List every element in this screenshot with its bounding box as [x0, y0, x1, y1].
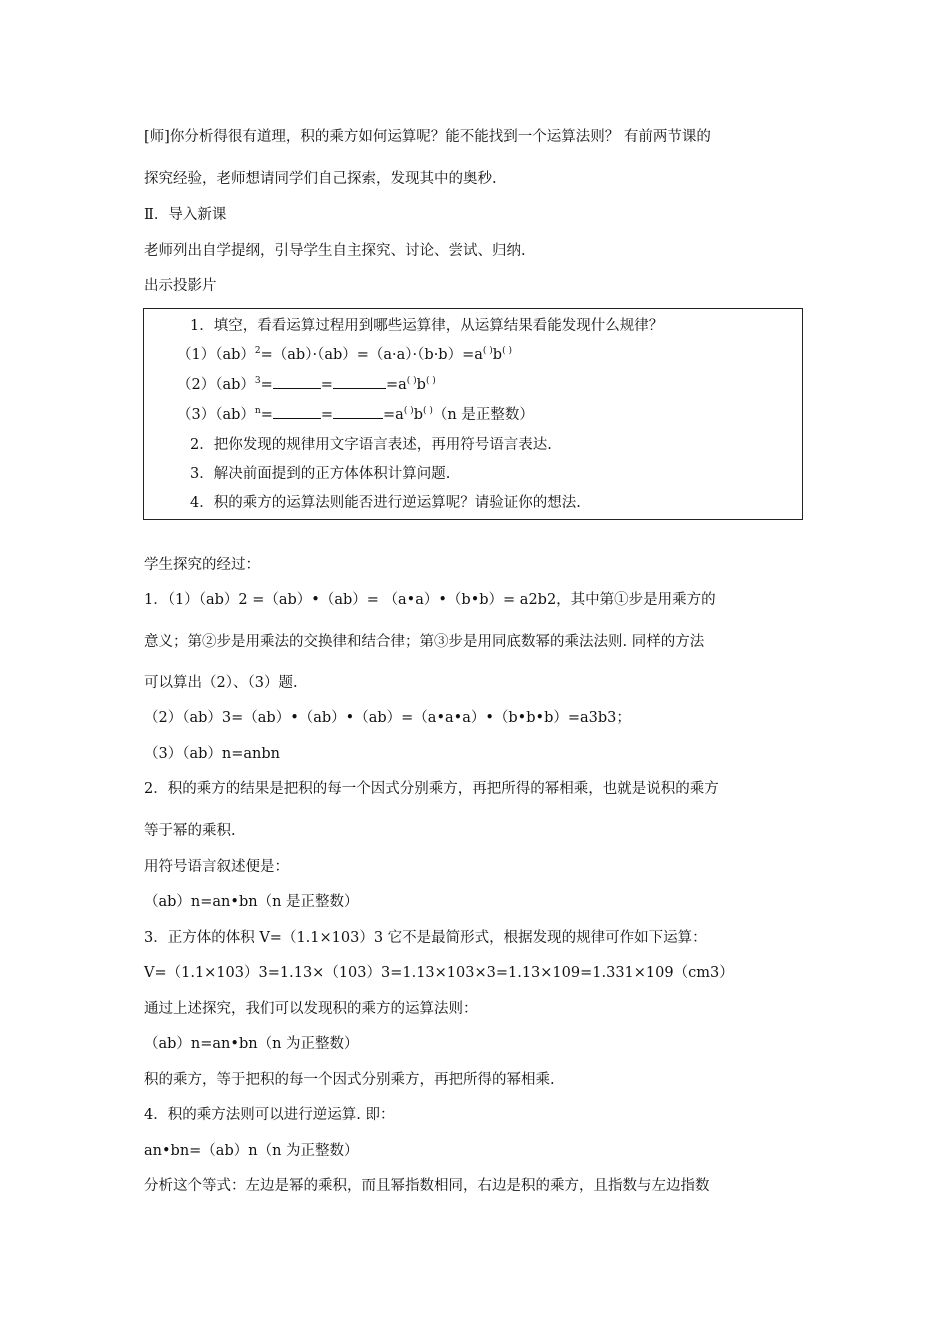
row2-eq2: =	[320, 377, 333, 393]
body-line-14: （ab）n=an•bn（n 为正整数）	[144, 1036, 359, 1052]
body-line-18: 分析这个等式：左边是幂的乘积，而且幂指数相同，右边是积的乘方，且指数与左边指数	[144, 1178, 710, 1194]
box-question-3: 3．解决前面提到的正方体体积计算问题.	[190, 466, 451, 482]
body-line-10: （ab）n=an•bn（n 是正整数）	[144, 894, 359, 910]
body-line-6: （3）（ab）n=anbn	[144, 746, 280, 762]
row3-eq: =	[260, 407, 273, 423]
section-heading: Ⅱ．导入新课	[144, 207, 227, 223]
body-line-2: 1．（1）（ab）2 =（ab）•（ab）= （a•a）•（b•b）= a2b2，其中第①步是用乘方的	[144, 592, 716, 608]
row2-eq3: =a	[385, 377, 407, 393]
body-line-16: 4．积的乘方法则可以进行逆运算. 即：	[144, 1107, 395, 1123]
body-line-13: 通过上述探究，我们可以发现积的乘方的运算法则：	[144, 1001, 478, 1017]
body-line-8: 等于幂的乘积.	[144, 823, 236, 839]
body-line-9: 用符号语言叙述便是：	[144, 859, 289, 875]
row2-blank-2[interactable]	[333, 375, 386, 389]
body-line-7: 2．积的乘方的结果是把积的每一个因式分别乘方，再把所得的幂相乘，也就是说积的乘方	[144, 781, 719, 797]
row1-sup-a: ( )	[482, 346, 493, 356]
row3-blank-1[interactable]	[273, 405, 321, 419]
box-question-1: 1．填空，看看运算过程用到哪些运算律，从运算结果看能发现什么规律？	[190, 318, 664, 334]
row1-sup-b: ( )	[502, 346, 512, 356]
body-line-15: 积的乘方，等于把积的每一个因式分别乘方，再把所得的幂相乘.	[144, 1072, 555, 1088]
row2-blank-1[interactable]	[273, 375, 321, 389]
row1-prefix: （1）（ab）	[177, 347, 255, 363]
row3-sup-a: ( )	[403, 406, 414, 416]
intro-paragraph-line-1: [师]你分析得很有道理，积的乘方如何运算呢？能不能找到一个运算法则？ 有前两节课的	[144, 129, 711, 145]
row2-sup-b: ( )	[425, 376, 436, 386]
row3-b: b	[413, 407, 423, 423]
box-row-1	[177, 345, 512, 367]
row3-eq2: =	[320, 407, 334, 423]
box-row-3	[177, 405, 534, 427]
body-line-12: V=（1.1×103）3=1.13×（103）3=1.13×103×3=1.13×109=1.331×109（cm3）	[144, 965, 734, 981]
row2-exponent: 3	[254, 376, 261, 386]
row3-eq3: =a	[383, 407, 404, 423]
row2-prefix: （2）（ab）	[177, 377, 255, 393]
row3-prefix: （3）（ab）	[177, 407, 255, 423]
body-line-17: an•bn=（ab）n（n 为正整数）	[144, 1143, 359, 1159]
intro-paragraph-line-2: 探究经验，老师想请同学们自己探索，发现其中的奥秒.	[144, 171, 497, 187]
body-line-1: 学生探究的经过：	[144, 557, 260, 573]
row3-exponent: n	[254, 406, 261, 416]
box-question-2: 2．把你发现的规律用文字语言表述，再用符号语言表达.	[190, 437, 552, 453]
body-line-11: 3．正方体的体积 V=（1.1×103）3 它不是最简形式，根据发现的规律可作如下运算：	[144, 930, 707, 946]
intro-paragraph-3: 出示投影片	[144, 278, 217, 294]
row1-middle: =（ab）·（ab）=（a·a）·（b·b）=a	[260, 347, 483, 363]
body-line-4: 可以算出（2）、（3）题.	[144, 675, 298, 691]
box-question-4: 4．积的乘方的运算法则能否进行逆运算呢？请验证你的想法.	[190, 495, 581, 511]
body-line-5: （2）（ab）3=（ab）•（ab）•（ab）=（a•a•a）•（b•b•b）=a3b3；	[144, 710, 631, 726]
projection-slide-box	[143, 308, 803, 520]
row3-sup-b: ( )	[423, 406, 433, 416]
row2-b: b	[416, 377, 426, 393]
row2-eq: =	[260, 377, 273, 393]
intro-paragraph-2: 老师列出自学提纲，引导学生自主探究、讨论、尝试、归纳.	[144, 243, 526, 259]
body-line-3: 意义；第②步是用乘法的交换律和结合律；第③步是用同底数幂的乘法法则. 同样的方法	[144, 634, 705, 650]
row1-b: b	[492, 347, 503, 363]
row1-exponent: 2	[254, 346, 261, 356]
box-row-2	[177, 375, 436, 397]
row3-blank-2[interactable]	[333, 405, 383, 419]
row3-suffix: （n 是正整数）	[432, 407, 534, 423]
row2-sup-a: ( )	[406, 376, 417, 386]
